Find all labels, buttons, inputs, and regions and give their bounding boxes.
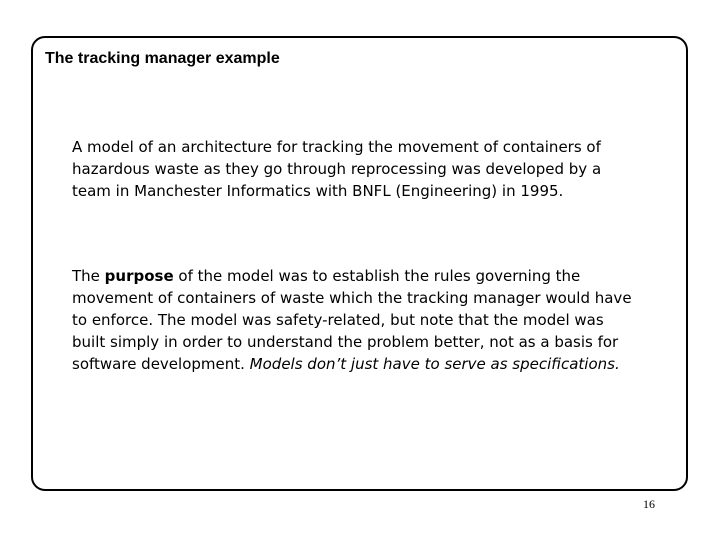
paragraph-intro: A model of an architecture for tracking the movement of containers of hazardous waste as they go through reprocessing was developed by a team in Manchester Informatics with BNFL (Engineering) in 1995. <box>72 138 602 200</box>
slide-title: The tracking manager example <box>45 50 280 67</box>
purpose-emphasis: purpose <box>104 267 174 285</box>
page-number: 16 <box>643 497 655 511</box>
paragraph-lead: The <box>72 267 105 285</box>
paragraph-purpose <box>72 265 632 375</box>
paragraph-italic-conclusion: Models don’t just have to serve as specifications. <box>249 355 620 373</box>
slide-frame <box>31 36 688 491</box>
paragraph-body: of the model was to establish the rules governing the movement of containers of waste which the tracking manager would have to enforce. The model was safety-related, but note that the model was built simply in order to understand the problem better, not as a basis for software development. <box>72 267 632 373</box>
